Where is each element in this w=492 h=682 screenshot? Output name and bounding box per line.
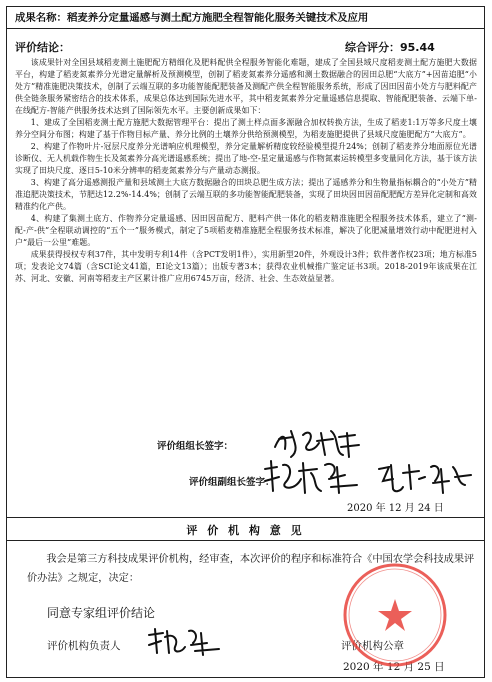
deputy-signature-label: 评价组副组长签字： [189,477,275,488]
organization-seal [339,559,451,671]
overall-score: 综合评分：95.44 [345,41,435,54]
organization-decision: 同意专家组评价结论 [47,606,156,620]
evaluation-date: 2020 年 12 月 24 日 [347,503,444,514]
organization-date: 2020 年 12 月 25 日 [343,661,445,673]
deputy-signature-1 [261,457,365,497]
conclusion-paragraph: 1、建成了全国稻麦测土配方施肥大数据管理平台：提出了测土样点面多源融合加权转换方法，生成了稻麦1:1万等多尺度土壤养分空间分布图；构建了基于作物目标产量、养分比例的土壤养分供给预测模型，为稻麦施肥提供了县域尺度施肥配方“大底方”。 [15,118,477,139]
conclusion-paragraph: 2、构建了作物叶片-冠层尺度养分光谱响应机理模型，养分定量解析精度较经验模型提升24%；创制了稻麦养分地面原位光谱诊断仪、无人机载作物生长及氮素养分高光谱遥感系统；提出了地-空-星定量遥感与作物氮素运转模型多变量同化方法，基于该方法实现了田块尺度、逐日5-10米分辨率的稻麦氮素养分与产量动态测报。 [15,142,477,175]
org-head-label: 评价机构负责人 [47,640,121,652]
conclusion-heading: 评价结论： [15,41,70,54]
conclusion-paragraph: 4、构建了集测土底方、作物养分定量遥感、因田因苗配方、肥料产供一体化的稻麦精准施肥全程服务技术体系，建立了“测-配-产-供”全程联动调控的“五个一”服务模式，制定了5项稻麦精准施肥全程服务技术标准，解决了化肥减量增效行动中配肥进村入户“最后一公里”难题。 [15,214,477,247]
section-divider [7,540,484,541]
conclusion-body [15,57,477,285]
achievement-title: 成果名称：稻麦养分定量遥感与测土配方施肥全程智能化服务关键技术及应用 [7,7,484,29]
conclusion-paragraph: 成果获得授权专利37件，其中发明专利14件（含PCT发明1件），实用新型20件，外观设计3件；软件著作权23项；地方标准5项；发表论文74篇（含SCI论文41篇，EI论文13篇）；出版专著3本；获得农业机械推广鉴定证书3项。2018-2019年该成果在江苏、河北、安徽、河南等稻麦主产区累计推广应用6745万亩，经济、社会、生态效益显著。 [15,250,477,283]
evaluation-form [6,6,485,678]
org-seal-label: 评价机构公章 [341,640,404,652]
deputy-signature-2 [375,459,475,495]
section-divider [7,517,484,518]
leader-signature [269,425,364,461]
leader-signature-label: 评价组组长签字： [157,441,234,452]
conclusion-paragraph: 该成果针对全国县域稻麦测土施肥配方精细化及肥料配供全程服务智能化难题，建成了全国县域尺度稻麦测土配方施肥大数据平台，构建了稻麦氮素养分光谱定量解析及预测模型，创制了稻麦氮素养分遥感和测土数据融合的因田总肥“大底方”+因苗追肥“小处方”精准施肥决策技术，创制了云端互联的多功能智能配肥装备及测配产供全程智能服务系统，形成了因田因苗小处方与肥料配产供全链条服务紧密结合的技术体系，成果总体达到国际先进水平，其中稻麦氮素养分定量遥感信息提取、智能配肥装备、云端下单-在线配方-智能产供服务技术达到了国际领先水平。主要创新成果如下： [15,58,477,115]
conclusion-paragraph: 3、构建了高分遥感测报产量和县域测土大底方数据融合的田块总肥生成方法；提出了遥感养分和生物量指标耦合的“小处方”精准追肥决策技术，节肥达12.2%-14.4%；创制了云端互联的多功能智能配肥装备，实现了田块因田因苗配肥配方差异化定制和高效精准约化产供。 [15,178,477,211]
org-head-signature [145,625,225,657]
organization-opinion-title: 评 价 机 构 意 见 [186,524,305,537]
statement-text: 我会是第三方科技成果评价机构，经审查，本次评价的程序和标准符合《中国农学会科技成果评价办法》之规定，决定： [27,554,475,584]
